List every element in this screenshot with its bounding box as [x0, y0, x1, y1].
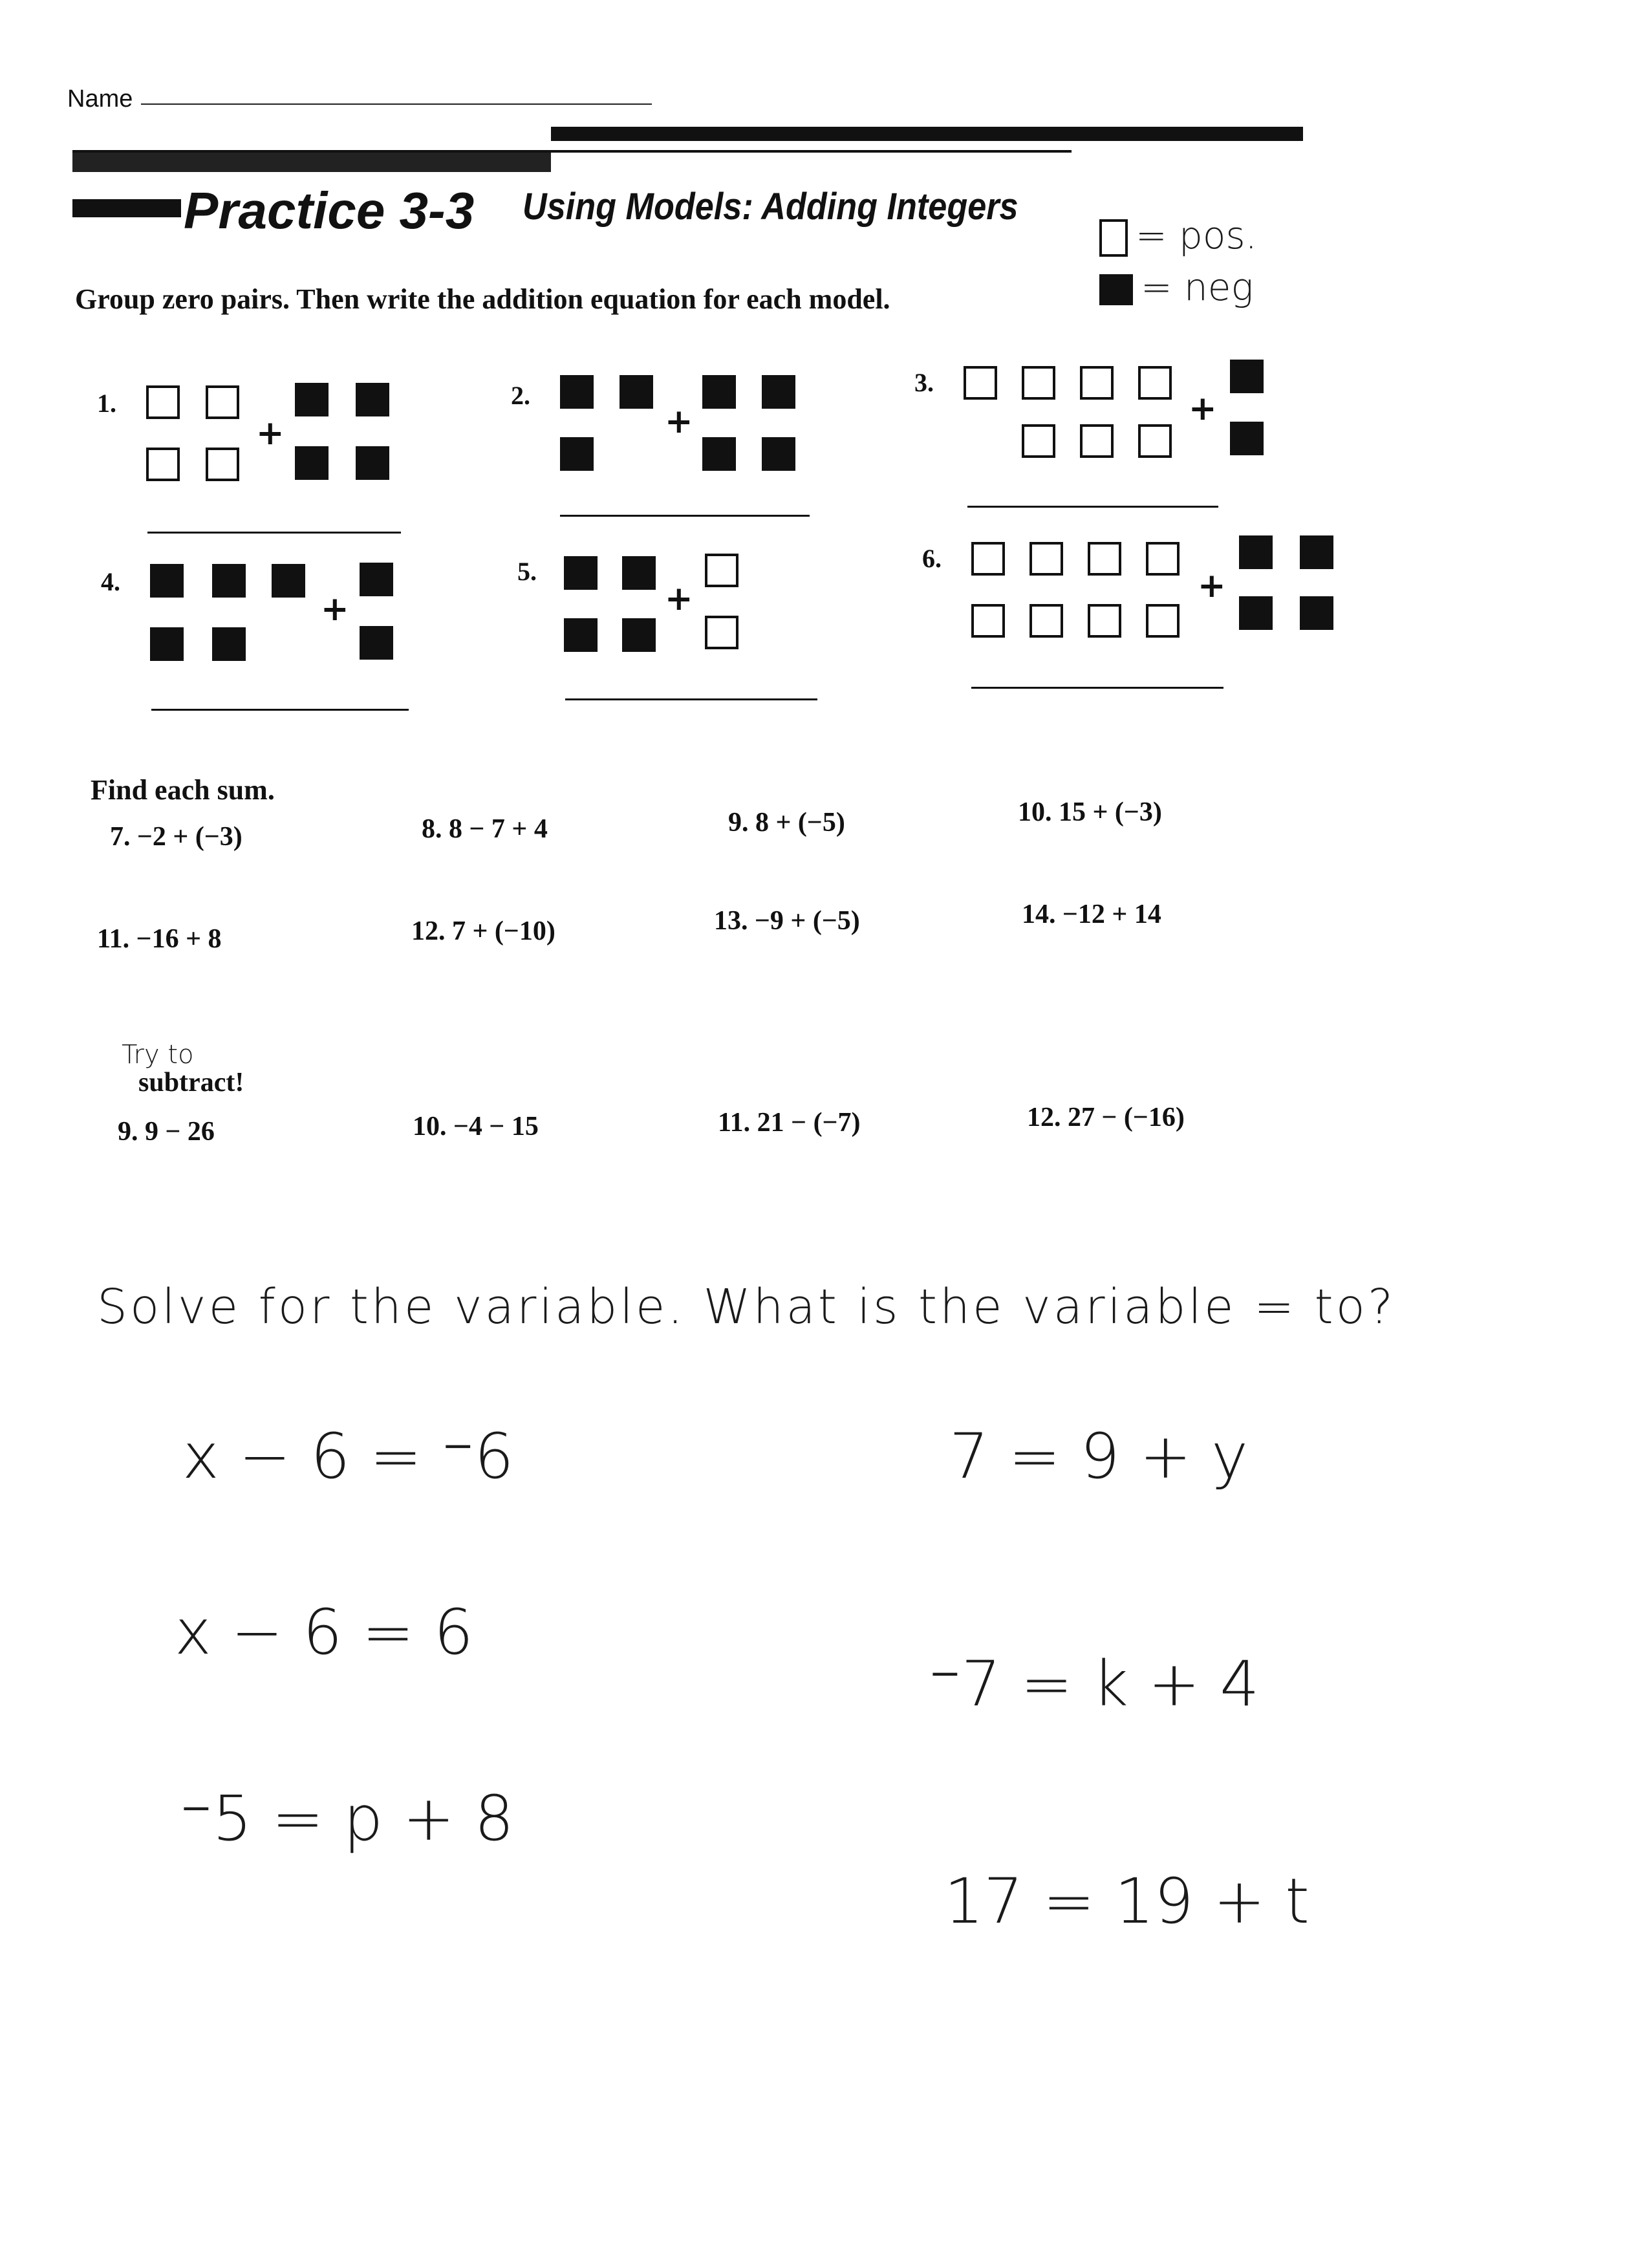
problem-12: 12. 7 + (−10)	[411, 916, 555, 946]
handwritten-note: Try to	[122, 1040, 194, 1070]
positive-tile	[1146, 604, 1180, 638]
equation: 7 = 9 + y	[949, 1420, 1248, 1493]
positive-tile	[206, 385, 239, 419]
equation: ⁻5 = p + 8	[180, 1782, 514, 1855]
negative-tile	[702, 437, 736, 471]
plus-sign: +	[256, 414, 285, 453]
negative-tile	[1239, 596, 1273, 630]
positive-tile	[1022, 366, 1055, 400]
plus-sign: +	[665, 402, 693, 441]
answer-line[interactable]	[565, 698, 817, 700]
legend-negative-text: = neg	[1141, 265, 1254, 309]
positive-tile	[1138, 424, 1172, 458]
equation: x − 6 = 6	[175, 1596, 473, 1669]
problem-10: 10. 15 + (−3)	[1018, 797, 1162, 827]
problem-7: 7. −2 + (−3)	[110, 822, 242, 852]
negative-tile	[1230, 422, 1264, 455]
positive-tile	[705, 616, 738, 649]
positive-tile	[1146, 542, 1180, 576]
positive-tile	[1088, 604, 1121, 638]
negative-tile	[620, 375, 653, 409]
title-tab	[72, 199, 181, 217]
answer-line[interactable]	[151, 709, 409, 711]
instructions: Group zero pairs. Then write the addition equation for each model.	[75, 283, 890, 315]
negative-tile	[622, 556, 656, 590]
equation: ⁻7 = k + 4	[929, 1648, 1260, 1720]
negative-tile	[564, 556, 598, 590]
negative-tile	[560, 375, 594, 409]
answer-line[interactable]	[967, 506, 1218, 508]
problem-8: 8. 8 − 7 + 4	[422, 814, 548, 844]
positive-tile	[971, 604, 1005, 638]
positive-tile	[146, 385, 180, 419]
subtract-problem-9: 9. 9 − 26	[118, 1117, 215, 1147]
answer-line[interactable]	[560, 515, 810, 517]
positive-tile-icon	[1099, 219, 1128, 257]
positive-tile	[705, 554, 738, 587]
page-title: Practice 3-3	[184, 182, 475, 239]
negative-tile	[212, 564, 246, 598]
negative-tile-icon	[1099, 274, 1133, 305]
equation: x − 6 = ⁻6	[182, 1420, 514, 1493]
subtract-label: subtract!	[138, 1068, 244, 1097]
header-bar	[551, 127, 1303, 141]
name-field[interactable]	[141, 103, 652, 105]
negative-tile	[1230, 360, 1264, 393]
problem-number: 3.	[914, 368, 934, 397]
equation: 17 = 19 + t	[944, 1865, 1310, 1938]
problem-14: 14. −12 + 14	[1022, 900, 1161, 929]
header-rule	[72, 150, 1072, 153]
negative-tile	[150, 564, 184, 598]
positive-tile	[1080, 366, 1114, 400]
subtract-problem-12: 12. 27 − (−16)	[1027, 1103, 1185, 1132]
positive-tile	[146, 448, 180, 481]
legend-negative	[1099, 265, 1253, 309]
negative-tile	[356, 446, 389, 480]
positive-tile	[1029, 542, 1063, 576]
answer-line[interactable]	[971, 687, 1223, 689]
negative-tile	[356, 383, 389, 416]
negative-tile	[622, 618, 656, 652]
problem-number: 6.	[922, 544, 942, 573]
negative-tile	[1300, 535, 1333, 569]
plus-sign: +	[321, 590, 349, 629]
positive-tile	[1138, 366, 1172, 400]
problem-11: 11. −16 + 8	[97, 924, 222, 954]
negative-tile	[564, 618, 598, 652]
positive-tile	[964, 366, 997, 400]
negative-tile	[212, 627, 246, 661]
section-heading: Find each sum.	[91, 774, 275, 806]
legend-positive-text: = pos.	[1136, 213, 1257, 257]
negative-tile	[272, 564, 305, 598]
problem-number: 5.	[517, 557, 537, 586]
negative-tile	[150, 627, 184, 661]
negative-tile	[762, 437, 795, 471]
answer-line[interactable]	[147, 532, 401, 534]
negative-tile	[1300, 596, 1333, 630]
handwritten-heading: Solve for the variable. What is the variable = to?	[97, 1279, 1396, 1335]
plus-sign: +	[1189, 389, 1217, 428]
negative-tile	[360, 626, 393, 660]
subtract-problem-10: 10. −4 − 15	[413, 1112, 539, 1141]
problem-number: 1.	[97, 389, 116, 418]
negative-tile	[360, 563, 393, 596]
positive-tile	[1088, 542, 1121, 576]
positive-tile	[971, 542, 1005, 576]
positive-tile	[206, 448, 239, 481]
plus-sign: +	[665, 579, 693, 618]
negative-tile	[295, 383, 329, 416]
plus-sign: +	[1198, 567, 1226, 605]
negative-tile	[762, 375, 795, 409]
problem-number: 2.	[511, 381, 530, 410]
problem-13: 13. −9 + (−5)	[714, 906, 860, 936]
negative-tile	[295, 446, 329, 480]
subtract-problem-11: 11. 21 − (−7)	[718, 1108, 861, 1138]
positive-tile	[1080, 424, 1114, 458]
header-bar-left	[72, 153, 551, 172]
problem-number: 4.	[101, 567, 120, 596]
positive-tile	[1029, 604, 1063, 638]
positive-tile	[1022, 424, 1055, 458]
negative-tile	[560, 437, 594, 471]
name-label: Name	[67, 85, 133, 113]
legend-positive	[1099, 213, 1257, 257]
negative-tile	[702, 375, 736, 409]
problem-9: 9. 8 + (−5)	[728, 808, 845, 837]
page-subtitle: Using Models: Adding Integers	[523, 186, 1018, 228]
negative-tile	[1239, 535, 1273, 569]
